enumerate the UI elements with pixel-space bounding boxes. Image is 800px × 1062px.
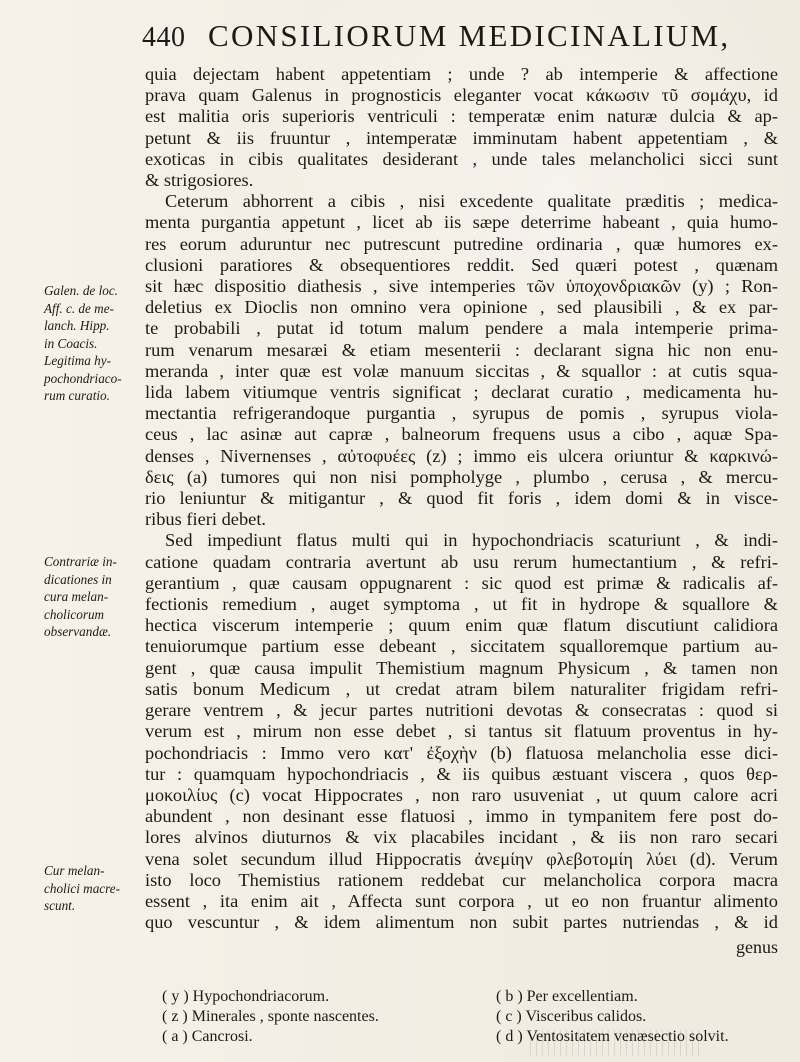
text-line: quo vescuntur , & idem alimentum non subit partes nutriendas , & id bbox=[145, 912, 778, 933]
sidenote-line: Cur melan- bbox=[44, 863, 105, 878]
text-line: prava quam Galenus in prognosticis eleganter vocat κάκωσιν τῦ σομάχυ, id bbox=[145, 85, 778, 106]
page-header bbox=[142, 18, 732, 58]
sidenote-line: Legitima hy- bbox=[44, 353, 112, 368]
footnotes-left-column bbox=[162, 987, 442, 1047]
text-line: isto loco Themistius rationem reddebat cur melancholica corpora macra bbox=[145, 869, 778, 890]
text-line: μοκοιλίυς (c) vocat Hippocrates , non raro usuveniat , ut quum calore acri bbox=[145, 784, 778, 805]
main-text bbox=[145, 64, 778, 933]
text-line: essent , ita enim ait , Affecta sunt corpora , ut eo non fruantur alimento bbox=[145, 890, 778, 911]
text-line: & strigosiores. bbox=[145, 170, 254, 191]
sidenote-line: Contrariæ in- bbox=[44, 554, 117, 569]
sidenote-contrariae bbox=[44, 553, 140, 641]
text-line: δεις (a) tumores qui non nisi pompholyge , plumbo , cerusa , & mercu- bbox=[145, 466, 778, 487]
catchword: genus bbox=[736, 937, 778, 957]
text-line: tenuiorumque partium esse debeant , siccitatem squalloremque partium au- bbox=[145, 636, 778, 657]
text-line: mectantia refrigerandoque purgantia , syrupus de pomis , syrupus viola- bbox=[145, 403, 778, 424]
text-line: gent , quæ causa impulit Themistium magnum Physicum , & tamen non bbox=[145, 657, 778, 678]
footnote: ( b ) Per excellentiam. bbox=[496, 988, 638, 1005]
running-title: CONSILIORUM MEDICINALIUM, bbox=[208, 18, 731, 53]
text-line: denses , Nivernenses , αὐτοφυέες (z) ; immo eis ulcera oriuntur & καρκινώ- bbox=[145, 445, 778, 466]
text-line: ribus fieri debet. bbox=[145, 509, 267, 530]
text-line: hectica viscerum intemperie ; quum enim quæ flatum discutiunt calidiora bbox=[145, 615, 778, 636]
text-line: res eorum aduruntur nec putrescunt putredine ordinaria , quæ humores ex- bbox=[145, 233, 778, 254]
text-line: abundent , non desinant esse flatuosi , immo in tympanitem fere post do- bbox=[145, 806, 778, 827]
paper-show-through bbox=[530, 1030, 700, 1056]
text-line: est malitia oris superioris ventriculi : temperatæ enim naturæ dulcia & ap- bbox=[145, 106, 778, 127]
sidenote-line: cura melan- bbox=[44, 589, 109, 604]
sidenote-line: Galen. de loc. bbox=[44, 283, 118, 298]
text-line: vena solet secundum illud Hippocratis ἀνεμίην φλεβοτομίη λύει (d). Verum bbox=[145, 848, 778, 869]
text-line: ceus , lac asinæ aut capræ , balneorum frequens usus a cibo , aquæ Spa- bbox=[145, 424, 778, 445]
sidenote-line: scunt. bbox=[44, 898, 76, 913]
text-line: petunt & iis fruuntur , intemperatæ imminutam habent appetentiam , & bbox=[145, 127, 778, 148]
sidenote-line: pochondriaco- bbox=[44, 370, 122, 386]
text-line: gerantium , quæ causam oppugnarent : sic quod est primæ & radicalis af- bbox=[145, 572, 778, 593]
text-line: sit hæc dispositio diathesis , sive intemperies τῶν ὑποχονδριακῶν (y) ; Ron- bbox=[145, 276, 778, 297]
sidenote-line: dicationes in bbox=[44, 571, 112, 587]
text-line: meranda , inter quæ est volæ manuum siccitas , & squallor : at cutis squa- bbox=[145, 360, 778, 381]
text-line: deletius ex Dioclis non omnino vera opinione , sed plausibili , & ex par- bbox=[145, 297, 778, 318]
page-number: 440 bbox=[142, 22, 186, 53]
sidenote-line: observandæ. bbox=[44, 624, 112, 639]
text-line: Ceterum abhorrent a cibis , nisi excedente qualitate præditis ; medica- bbox=[165, 191, 778, 212]
text-line: menta purgantia appetunt , licet ab iis sæpe deterrime habeant , quia humo- bbox=[145, 212, 778, 233]
text-line: lores alvinos diuturnos & vix placabiles incidant , & iis non raro secari bbox=[145, 827, 778, 848]
text-line: catione quadam contraria avertunt ab usu rerum humectantium , & refri- bbox=[145, 551, 778, 572]
sidenote-line: cholici macre- bbox=[44, 880, 121, 896]
text-line: exoticas in cibis qualitates desiderant , unde tales melancholici sicci sunt bbox=[145, 148, 778, 169]
text-line: fectionis remedium , auget symptoma , ut fit in hydrope & squallore & bbox=[145, 594, 778, 615]
text-line: gerare ventrem , & jecur partes nutritioni devotas & consecratas : quod si bbox=[145, 700, 778, 721]
text-line: te probabili , putat id totum malum pendere a mala intemperie prima- bbox=[145, 318, 778, 339]
sidenote-line: in Coacis. bbox=[44, 335, 98, 351]
footnote: ( z ) Minerales , sponte nascentes. bbox=[162, 1008, 379, 1025]
sidenote-line: rum curatio. bbox=[44, 388, 110, 403]
sidenote-cur-melancholici bbox=[44, 862, 140, 915]
text-line: rio leniuntur & mitigantur , & quod fit foris , idem domi & in visce- bbox=[145, 488, 778, 509]
text-line: rum venarum mesaræi & etiam mesenterii : declarant signa hic non enu- bbox=[145, 339, 778, 360]
text-line: clusioni paratiores & obsequentiores reddit. Sed quæri potest , quænam bbox=[145, 254, 778, 275]
sidenote-galen bbox=[44, 282, 140, 405]
sidenote-line: cholicorum bbox=[44, 606, 105, 622]
text-line: verum est , mirum non esse debet , si tantus sit flatuum proventus in hy- bbox=[145, 721, 778, 742]
text-line: Sed impediunt flatus multi qui in hypochondriacis scaturiunt , & indi- bbox=[165, 530, 778, 551]
text-line: lida labem vitiumque ventris significat ; declarat curatio , medicamenta hu- bbox=[145, 382, 778, 403]
footnote: ( a ) Cancrosi. bbox=[162, 1028, 253, 1045]
footnote: ( c ) Visceribus calidos. bbox=[496, 1008, 647, 1025]
footnote: ( d ) Ventositatem venæsectio solvit. bbox=[496, 1028, 729, 1045]
text-line: quia dejectam habent appetentiam ; unde ? ab intemperie & affectione bbox=[145, 64, 778, 84]
text-line: tur : quamquam hypochondriacis , & iis quibus æstuant viscera , quos θερ- bbox=[145, 763, 778, 784]
text-line: satis bonum Medicum , ut credat atram bilem naturaliter frigidam refri- bbox=[145, 678, 778, 699]
text-line: pochondriacis : Immo vero κατ' ἐξοχὴν (b) flatuosa melancholia esse dici- bbox=[145, 742, 778, 763]
sidenote-line: Aff. c. de me- bbox=[44, 300, 114, 316]
sidenote-line: lanch. Hipp. bbox=[44, 318, 110, 333]
footnote: ( y ) Hypochondriacorum. bbox=[162, 988, 330, 1005]
